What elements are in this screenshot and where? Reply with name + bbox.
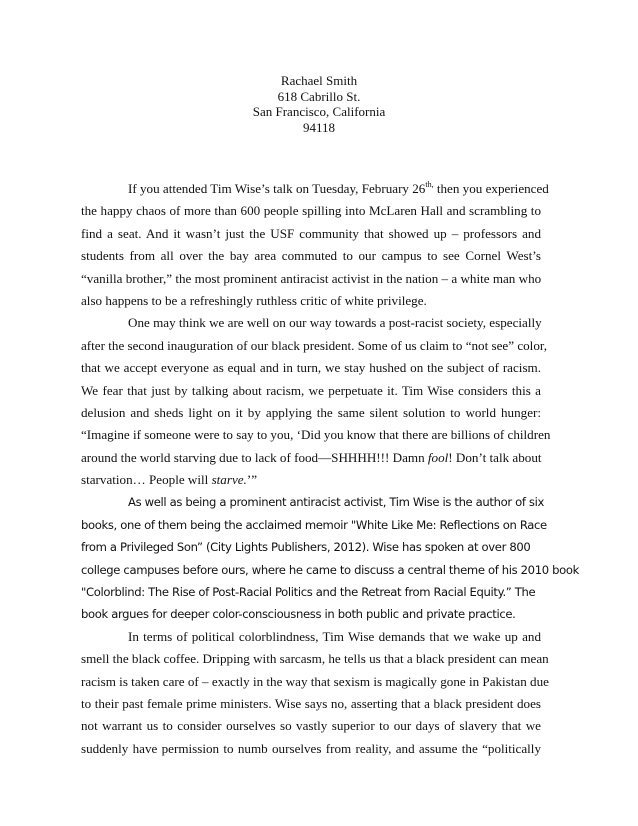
paragraph-1-line: “vanilla brother,” the most prominent antiracist activist in the nation – a white man who	[81, 270, 542, 286]
paragraph-1-line: If you attended Tim Wise’s talk on Tuesday, February $26^{th,}$ then you experienced	[128, 180, 549, 196]
paragraph-2-line: around the world starving due to lack of food—SHHHH!!! Damn fool! Don’t talk about	[81, 449, 542, 465]
paragraph-3-line: "Colorblind: The Rise of Post-Racial Politics and the Retreat from Racial Equity.” The	[81, 585, 536, 600]
paragraph-3-line: books, one of them being the acclaimed memoir "White Like Me: Reflections on Race	[81, 517, 547, 532]
paragraph-3-line: As well as being a prominent antiracist activist, Tim Wise is the author of six	[128, 495, 545, 510]
paragraph-3-line: from a Privileged Son” (City Lights Publishers, 2012). Wise has spoken at over 800	[81, 540, 531, 555]
paragraph-4-line: In terms of political colorblindness, Tim Wise demands that we wake up and	[128, 628, 541, 644]
paragraph-2-line: “Imagine if someone were to say to you, ‘Did you know that there are billions of children	[81, 427, 551, 443]
paragraph-2-line: starvation… People will starve.’”	[81, 472, 258, 488]
author-name: Rachael Smith	[280, 73, 358, 88]
paragraph-2-line: One may think we are well on our way towards a post-racist society, especially	[128, 315, 542, 331]
city-state: San Francisco, California	[252, 104, 386, 119]
paragraph-2-line: that we accept everyone as equal and in turn, we stay hushed on the subject of racism.	[81, 360, 541, 376]
paragraph-3-line: college campuses before ours, where he came to discuss a central theme of his 2010 book	[81, 562, 579, 577]
article-body	[81, 178, 579, 760]
address-block	[0, 73, 638, 135]
paragraph-2-line: delusion and sheds light on it by applying the same silent solution to world hunger:	[81, 404, 541, 420]
paragraph-3-line: book argues for deeper color-consciousness in both public and private practice.	[81, 607, 516, 622]
paragraph-4-line: to their past female prime ministers. Wise says no, asserting that a black president does	[81, 695, 541, 711]
paragraph-1-line: also happens to be a refreshingly ruthless critic of white privilege.	[81, 292, 427, 308]
paragraph-4-line: not warrant us to consider ourselves so vastly superior to our days of slavery that we	[81, 718, 541, 734]
paragraph-1-line: the happy chaos of more than 600 people spilling into McLaren Hall and scrambling to	[81, 203, 541, 219]
street-address: 618 Cabrillo St.	[277, 88, 361, 104]
paragraph-1-line: students from all over the bay area commuted to our campus to see Cornel West’s	[81, 248, 541, 264]
paragraph-4-line: suddenly have permission to numb ourselves from reality, and assume the “politically	[81, 740, 541, 756]
paragraph-4-line: racism is taken care of – exactly in the way that sexism is magically gone in Pakistan due	[81, 673, 549, 689]
paragraph-2-line: after the second inauguration of our black president. Some of us claim to “not see” color,	[81, 337, 547, 353]
paragraph-4-line: smell the black coffee. Dripping with sarcasm, he tells us that a black president can mean	[81, 651, 549, 667]
zip-code: 94118	[302, 119, 336, 135]
paragraph-2-line: We fear that just by talking about racism, we perpetuate it. Tim Wise considers this a	[81, 382, 541, 398]
paragraph-1-line: find a seat. And it wasn’t just the USF community that showed up – professors and	[81, 225, 541, 241]
